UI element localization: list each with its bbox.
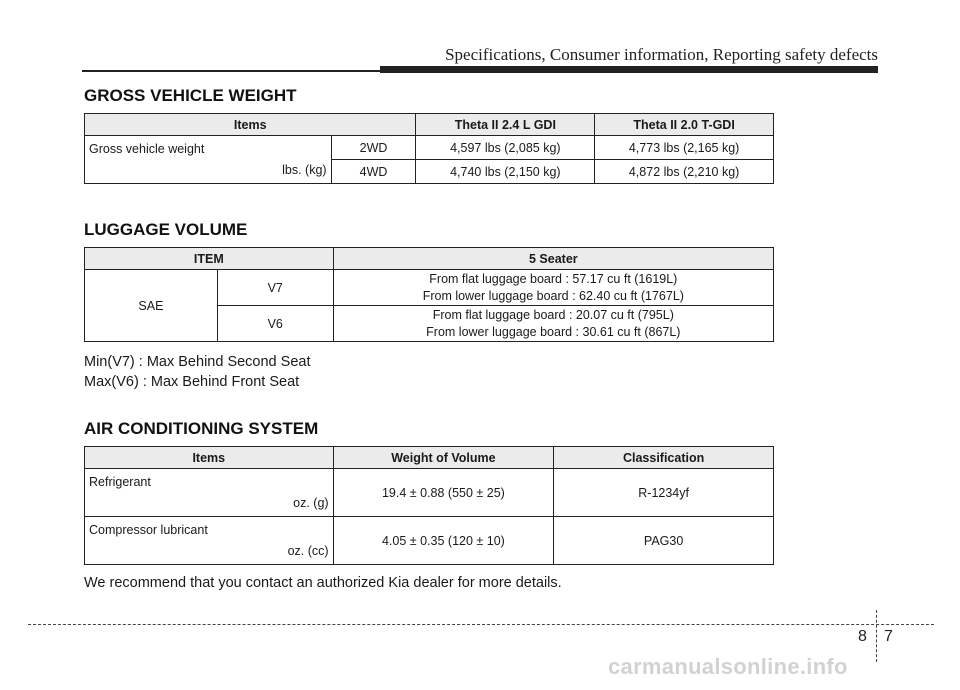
watermark: carmanualsonline.info [608, 654, 848, 679]
luggage-header-row [85, 248, 774, 270]
luggage-line: From flat luggage board : 20.07 cu ft (795L) [432, 307, 674, 322]
gvw-drive-2wd: 2WD [331, 136, 416, 160]
ac-item-cell [85, 469, 334, 517]
header-title: Specifications, Consumer information, Reporting safety defects [445, 45, 878, 64]
ac-col-classification: Classification [554, 447, 774, 469]
gvw-value: 4,740 lbs (2,150 kg) [416, 160, 595, 184]
gvw-item-cell [85, 136, 332, 184]
footer-dashed-rule [28, 624, 934, 625]
luggage-value [333, 270, 773, 306]
ac-weight: 4.05 ± 0.35 (120 ± 10) [333, 517, 554, 565]
ac-item-label: Compressor lubricant [89, 523, 208, 537]
gvw-col-theta24: Theta II 2.4 L GDI [416, 114, 595, 136]
luggage-type-v7: V7 [217, 270, 333, 306]
luggage-col-seater: 5 Seater [333, 248, 773, 270]
luggage-table [84, 247, 774, 342]
ac-table [84, 446, 774, 565]
gvw-col-items: Items [85, 114, 416, 136]
ac-col-items: Items [85, 447, 334, 469]
gvw-value: 4,872 lbs (2,210 kg) [595, 160, 774, 184]
chapter-number: 8 [858, 628, 867, 645]
ac-footnote: We recommend that you contact an authorized Kia dealer for more details. [84, 575, 562, 591]
gvw-value: 4,773 lbs (2,165 kg) [595, 136, 774, 160]
table-row [85, 136, 774, 160]
ac-item-label: Refrigerant [89, 475, 151, 489]
gvw-item-unit: lbs. (kg) [282, 163, 327, 177]
table-row [85, 270, 774, 306]
luggage-line: From lower luggage board : 30.61 cu ft (867L) [426, 324, 681, 339]
gvw-header-row [85, 114, 774, 136]
ac-item-unit: oz. (g) [293, 496, 329, 510]
gvw-heading: GROSS VEHICLE WEIGHT [84, 86, 297, 105]
luggage-col-item: ITEM [85, 248, 334, 270]
ac-classification: R-1234yf [554, 469, 774, 517]
ac-col-weight: Weight of Volume [333, 447, 554, 469]
luggage-value [333, 306, 773, 342]
luggage-line: From flat luggage board : 57.17 cu ft (1619L) [429, 271, 678, 286]
luggage-heading: LUGGAGE VOLUME [84, 220, 248, 239]
luggage-type-v6: V6 [217, 306, 333, 342]
gvw-value: 4,597 lbs (2,085 kg) [416, 136, 595, 160]
gvw-item-label: Gross vehicle weight [89, 142, 205, 156]
ac-header-row [85, 447, 774, 469]
ac-item-cell [85, 517, 334, 565]
luggage-standard: SAE [85, 270, 218, 342]
header-rule-thin [82, 70, 380, 72]
table-row [85, 469, 774, 517]
luggage-note-min: Min(V7) : Max Behind Second Seat [84, 354, 311, 370]
gvw-drive-4wd: 4WD [331, 160, 416, 184]
header-rule-thick [380, 66, 878, 73]
luggage-line: From lower luggage board : 62.40 cu ft (1767L) [422, 288, 684, 303]
ac-item-unit: oz. (cc) [287, 544, 329, 558]
page-number: 7 [884, 628, 893, 645]
luggage-note-max: Max(V6) : Max Behind Front Seat [84, 374, 300, 390]
gvw-table [84, 113, 774, 184]
ac-weight: 19.4 ± 0.88 (550 ± 25) [333, 469, 554, 517]
ac-heading: AIR CONDITIONING SYSTEM [84, 419, 319, 438]
gvw-col-theta20: Theta II 2.0 T-GDI [595, 114, 774, 136]
ac-classification: PAG30 [554, 517, 774, 565]
footer-page-divider [876, 610, 877, 662]
table-row [85, 517, 774, 565]
